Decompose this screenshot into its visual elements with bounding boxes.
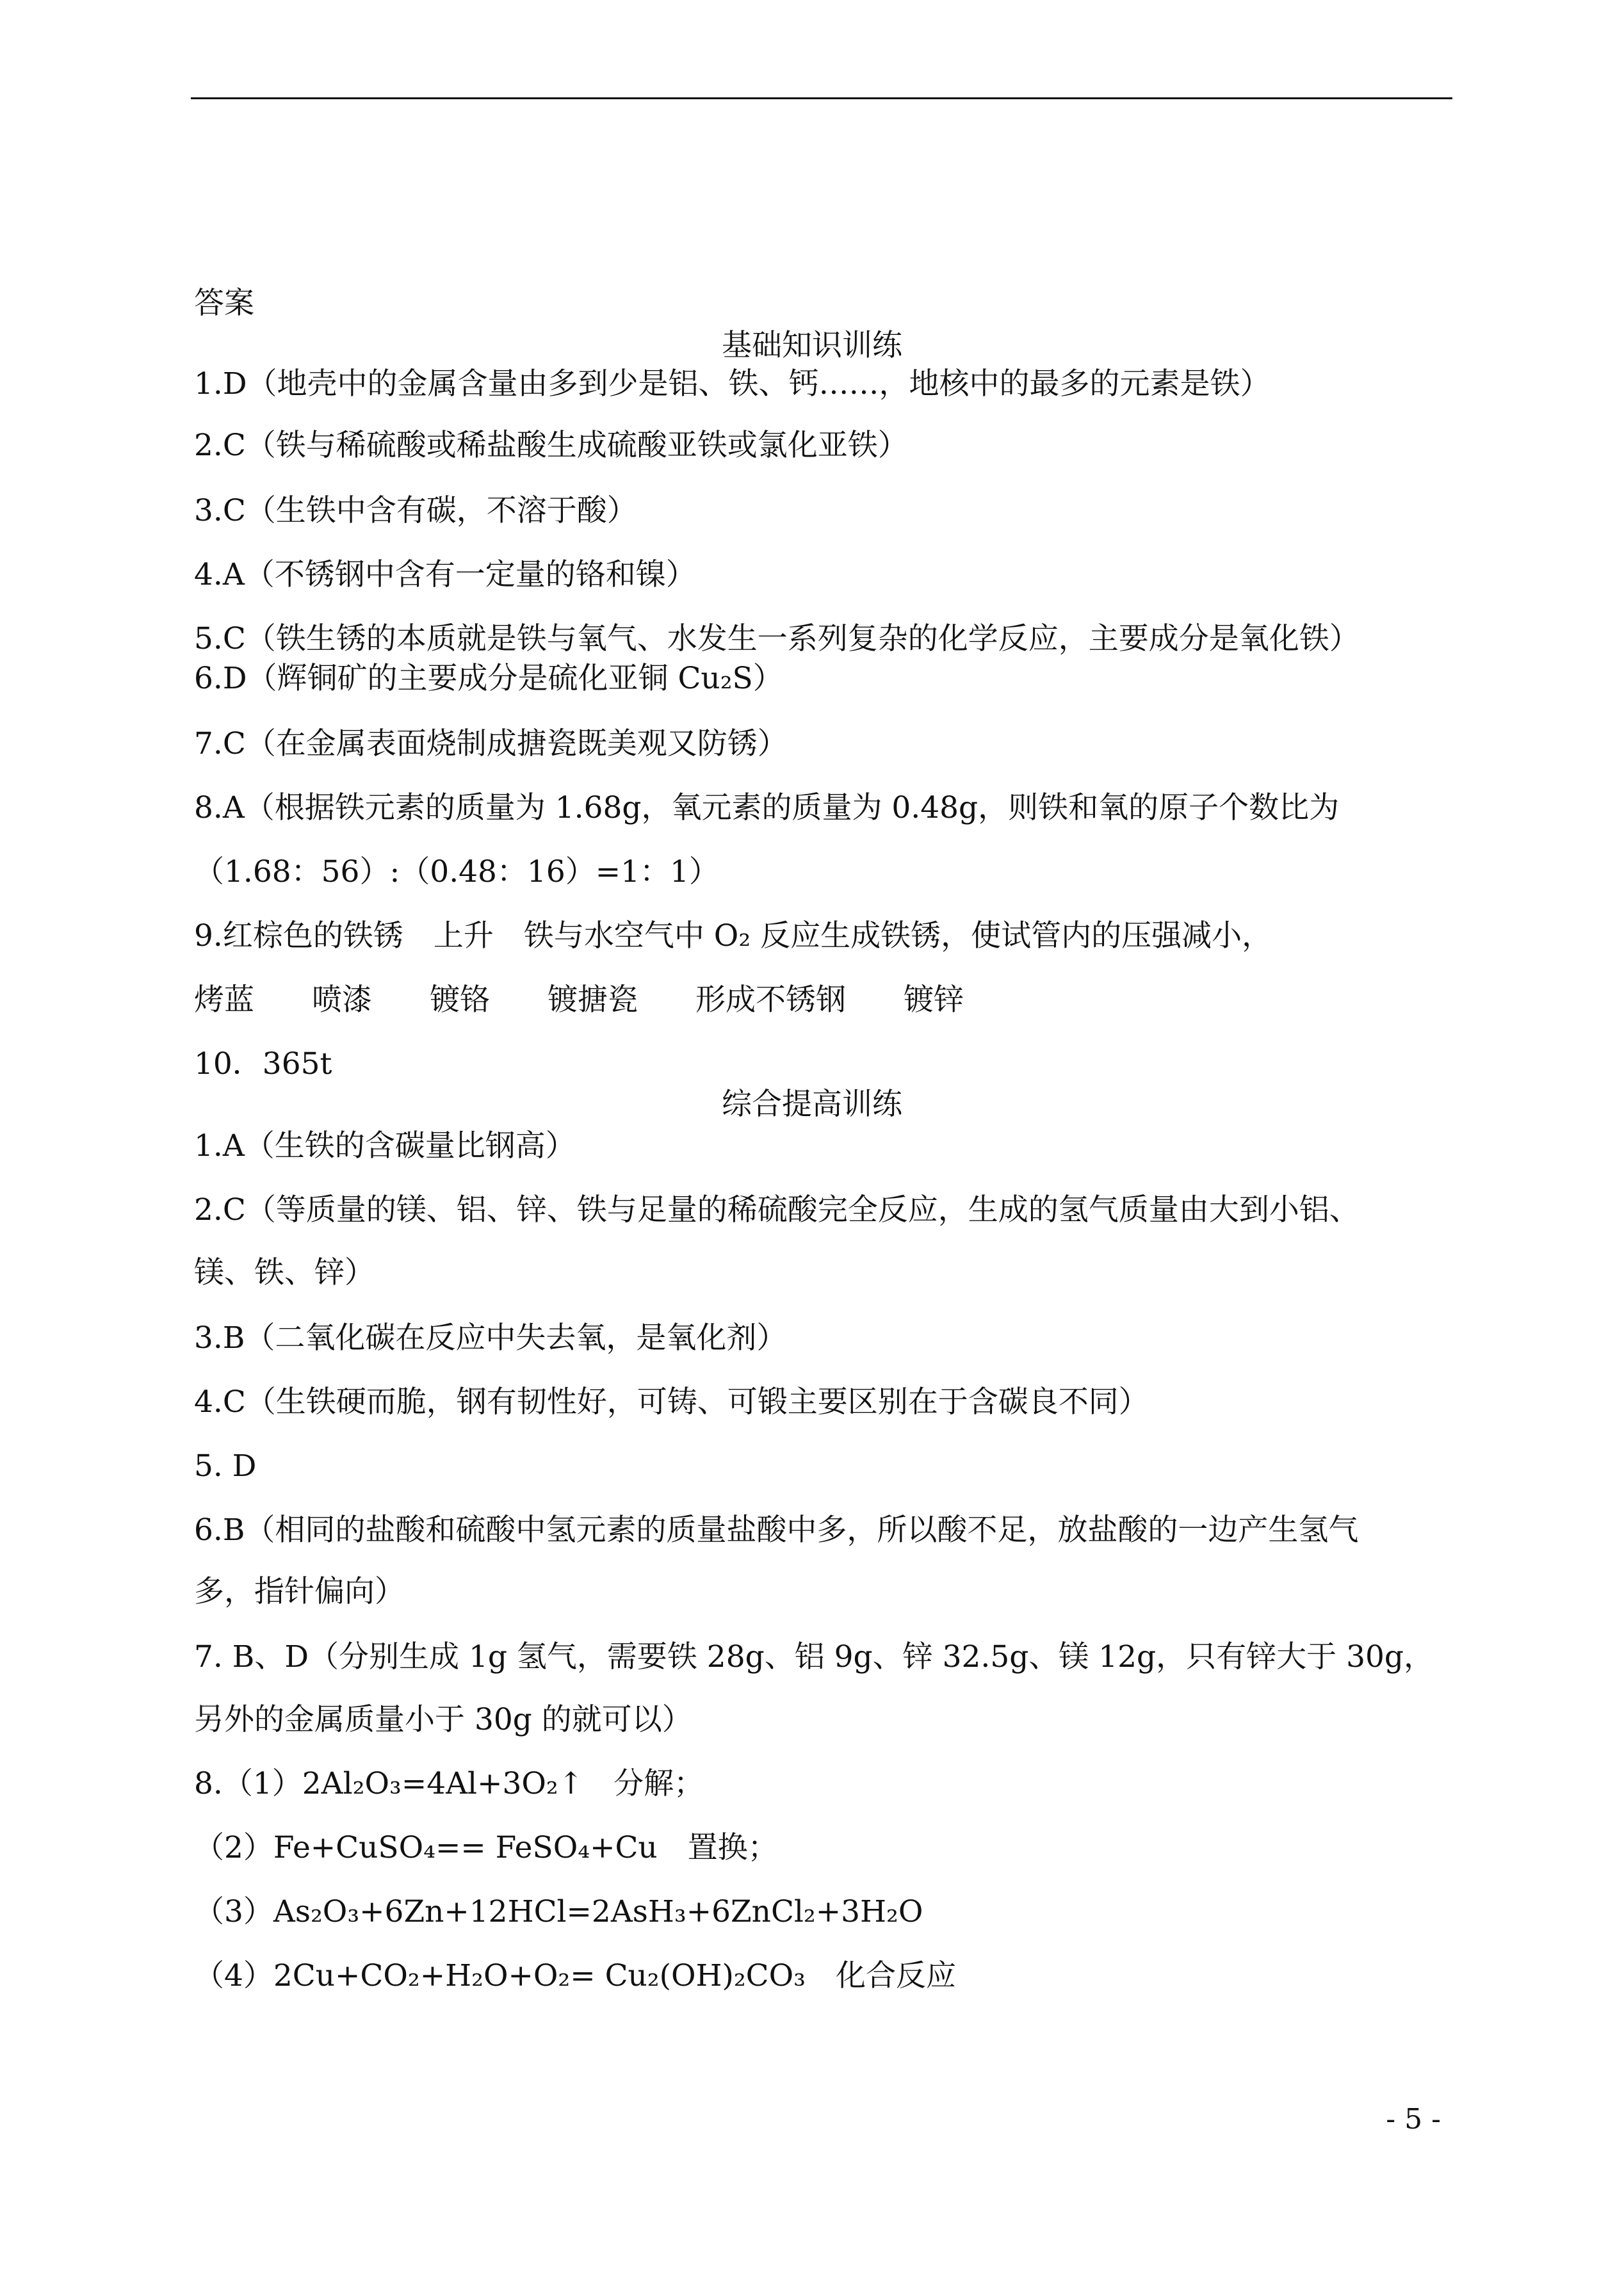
answer-line: 10．365t [194, 1046, 332, 1082]
q9-item: 形成不锈钢 [695, 982, 846, 1018]
answer-line: 4.A（不锈钢中含有一定量的铬和镍） [194, 557, 696, 592]
q9-item: 镀锌 [904, 982, 964, 1018]
answer-line: 7.C（在金属表面烧制成搪瓷既美观又防锈） [194, 726, 788, 761]
q9-item: 镀搪瓷 [548, 982, 638, 1018]
answer-heading: 答案 [194, 286, 254, 321]
answer-line: 8.A（根据铁元素的质量为 1.68g，氧元素的质量为 0.48g，则铁和氧的原子个数比为 [194, 790, 1340, 825]
answer-line: 5. D [194, 1448, 257, 1484]
q9-item: 镀铬 [430, 982, 490, 1018]
answer-line: 3.B（二氧化碳在反应中失去氧，是氧化剂） [194, 1320, 787, 1356]
answer-line: （1.68：56）:（0.48：16）=1：1） [194, 854, 719, 889]
section-title-basic: 基础知识训练 [722, 328, 902, 363]
answer-line: （4）2Cu+CO₂+H₂O+O₂= Cu₂(OH)₂CO₃ 化合反应 [194, 1958, 957, 1993]
answer-line: 5.C（铁生锈的本质就是铁与氧气、水发生一系列复杂的化学反应，主要成分是氧化铁） [194, 621, 1360, 656]
q9-item: 烤蓝 [194, 982, 254, 1018]
page-number: - 5 - [1386, 2103, 1441, 2136]
answer-line: （2）Fe+CuSO₄== FeSO₄+Cu 置换； [194, 1830, 778, 1865]
header-rule [191, 97, 1452, 99]
answer-line: 7. B、D（分别生成 1g 氢气，需要铁 28g、铝 9g、锌 32.5g、镁 12g，只有锌大于 30g， [194, 1639, 1434, 1675]
answer-line: 另外的金属质量小于 30g 的就可以） [194, 1702, 692, 1737]
answer-line: 6.B（相同的盐酸和硫酸中氢元素的质量盐酸中多，所以酸不足，放盐酸的一边产生氢气 [194, 1512, 1359, 1548]
q9-item: 喷漆 [312, 982, 372, 1018]
answer-line: 3.C（生铁中含有碳，不溶于酸） [194, 493, 637, 528]
answer-line: 1.A（生铁的含碳量比钢高） [194, 1128, 576, 1164]
answer-line: 8.（1）2Al₂O₃=4Al+3O₂↑ 分解； [194, 1766, 704, 1801]
answer-line: （3）As₂O₃+6Zn+12HCl=2AsH₃+6ZnCl₂+3H₂O [194, 1894, 923, 1929]
answer-line: 2.C（等质量的镁、铝、锌、铁与足量的稀硫酸完全反应，生成的氢气质量由大到小铝、 [194, 1192, 1360, 1228]
section-title-advanced: 综合提高训练 [722, 1087, 902, 1122]
answer-line: 4.C（生铁硬而脆，钢有韧性好，可铸、可锻主要区别在于含碳良不同） [194, 1384, 1149, 1420]
answer-line: 6.D（辉铜矿的主要成分是硫化亚铜 Cu₂S） [194, 661, 783, 696]
answer-line: 镁、铁、锌） [194, 1255, 375, 1290]
answer-line: 1.D（地壳中的金属含量由多到少是铝、铁、钙……，地核中的最多的元素是铁） [194, 366, 1271, 401]
q9-items-line [194, 981, 964, 1019]
answer-line: 多，指针偏向） [194, 1574, 405, 1609]
answer-line: 9.红棕色的铁锈 上升 铁与水空气中 O₂ 反应生成铁锈，使试管内的压强减小， [194, 918, 1272, 953]
answer-line: 2.C（铁与稀硫酸或稀盐酸生成硫酸亚铁或氯化亚铁） [194, 428, 908, 463]
